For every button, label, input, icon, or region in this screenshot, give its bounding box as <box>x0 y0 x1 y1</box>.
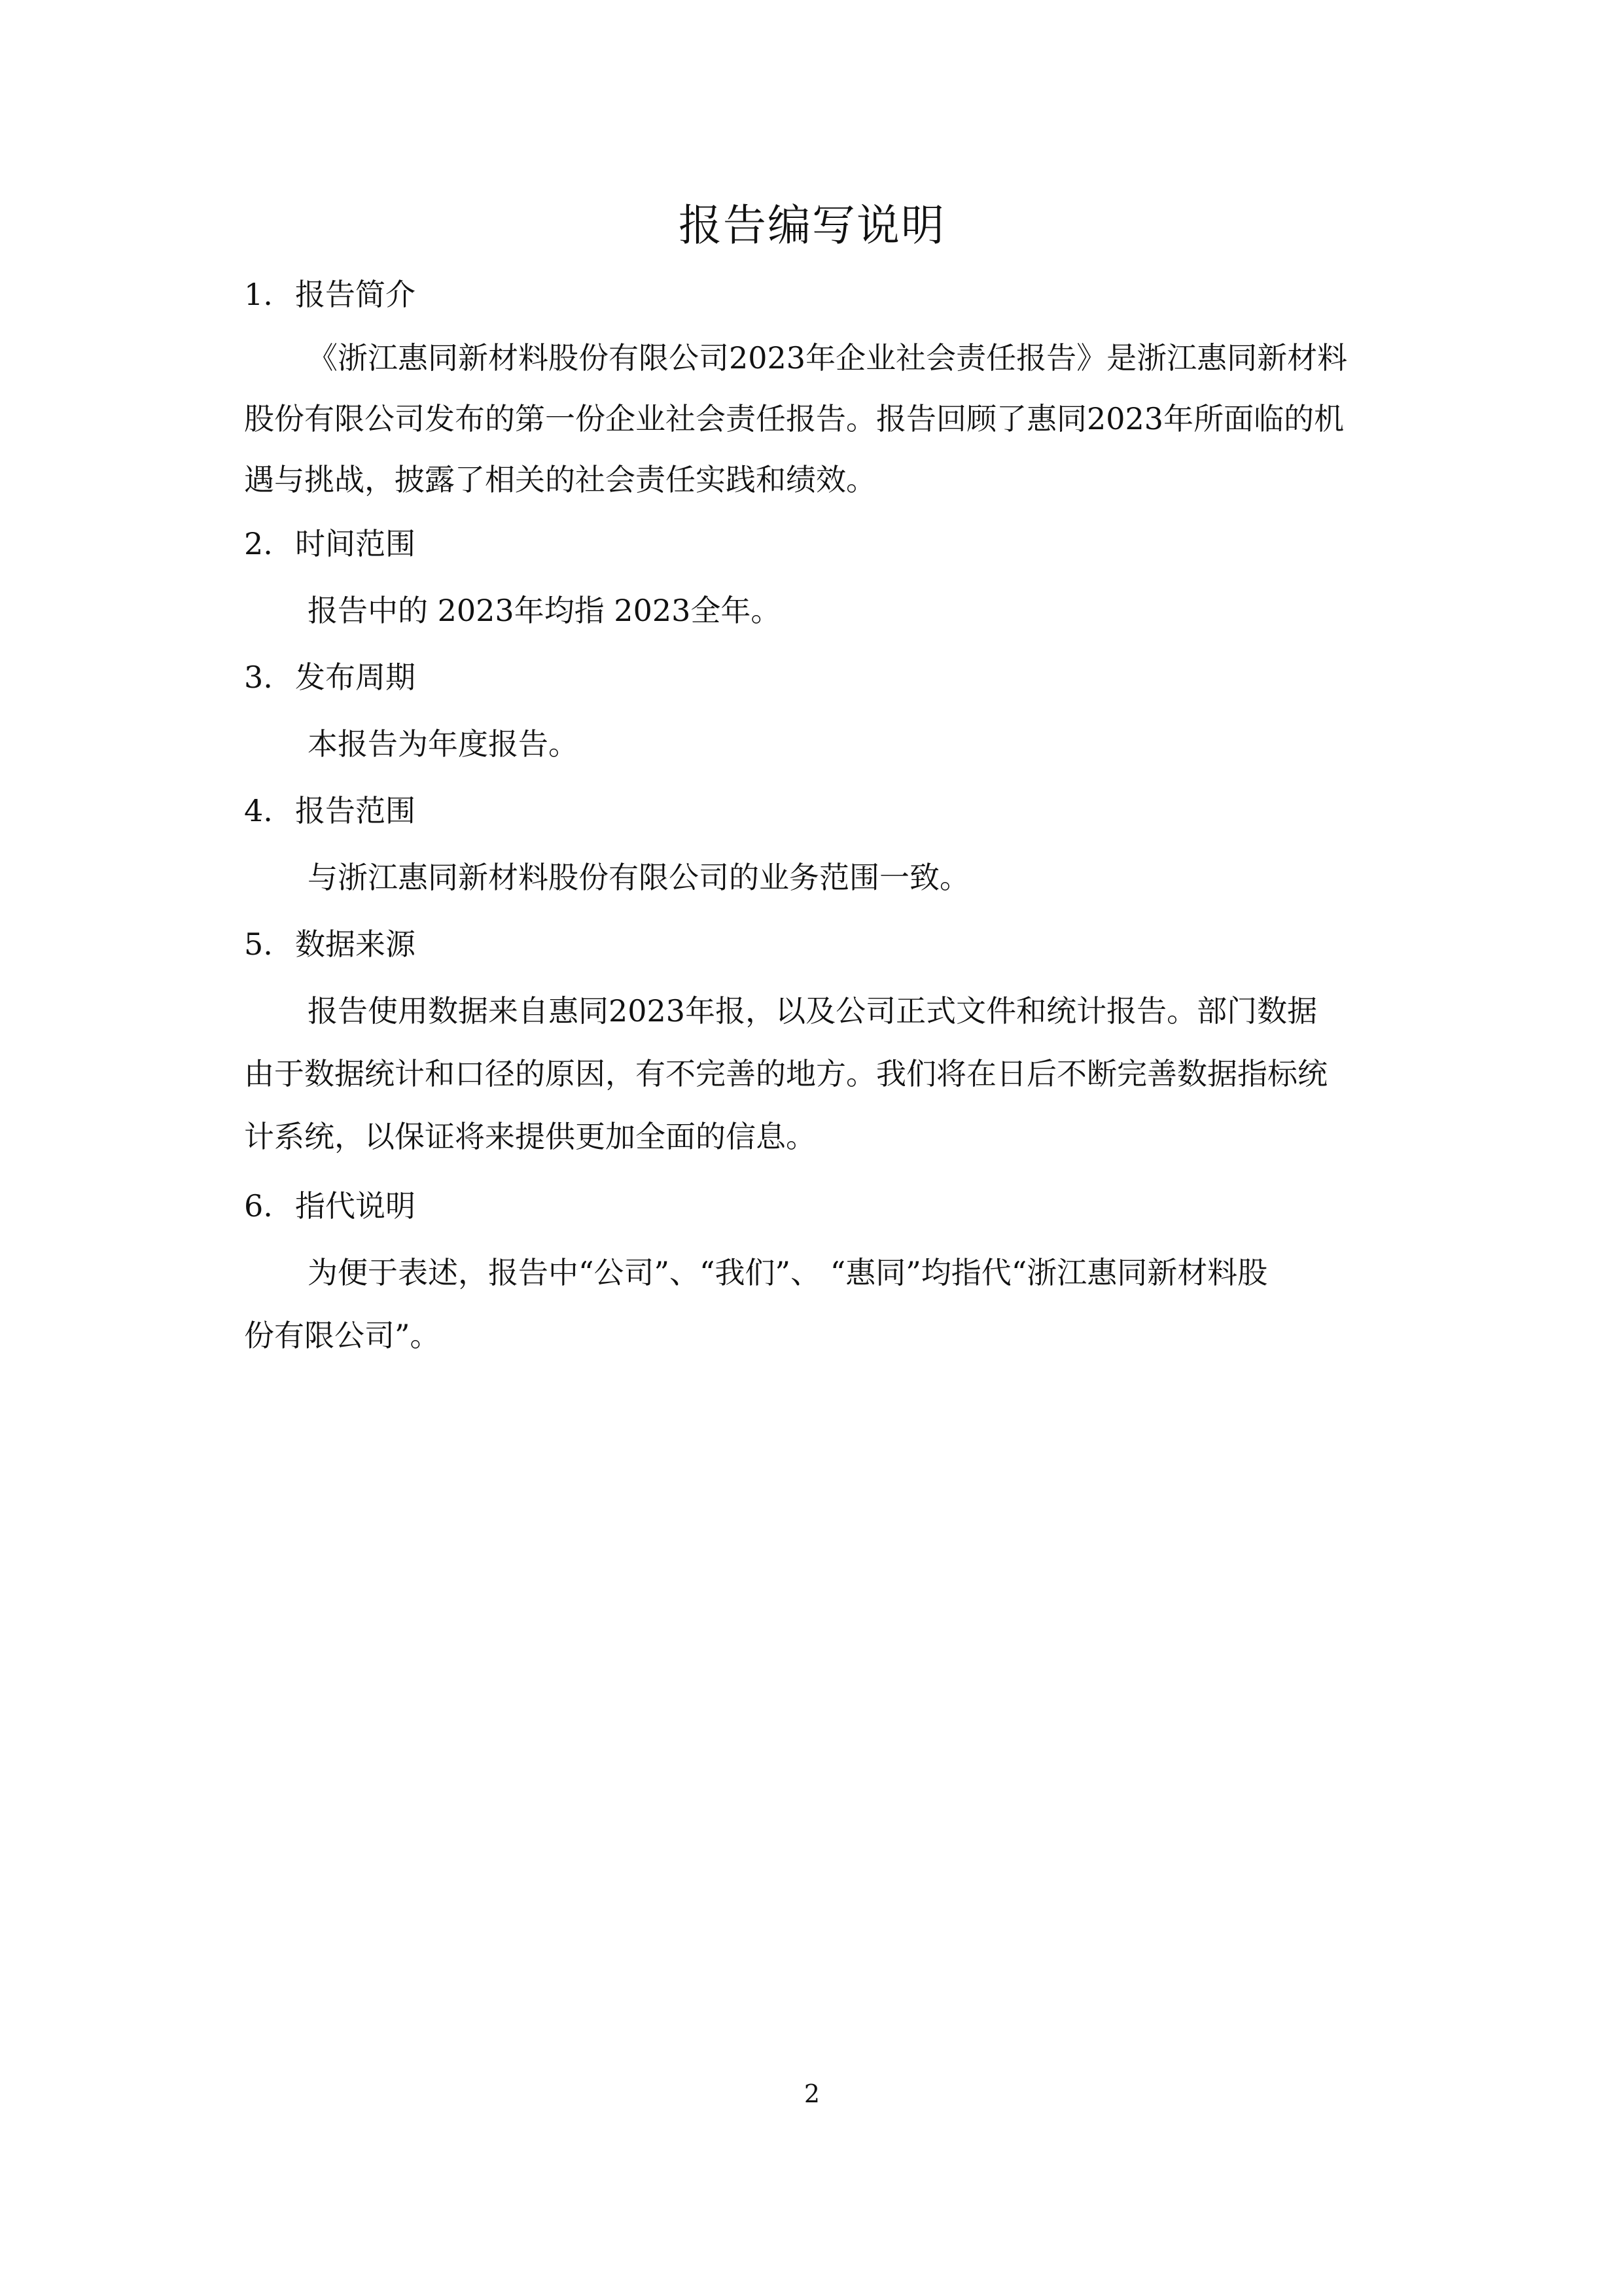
paragraph-line: 遇与挑战，披露了相关的社会责任实践和绩效。 <box>244 462 876 497</box>
section-title: 报告简介 <box>295 277 415 312</box>
section-number: 5. <box>244 927 273 962</box>
section-number: 2. <box>244 526 273 561</box>
paragraph-line: 报告使用数据来自惠同2023年报，以及公司正式文件和统计报告。部门数据 <box>308 993 1318 1029</box>
page-number: 2 <box>803 2079 821 2108</box>
section-heading-4 <box>244 788 415 834</box>
paragraph-line: 为便于表述，报告中“公司”、“我们”、 “惠同”均指代“浙江惠同新材料股 <box>308 1255 1268 1290</box>
section-number: 3. <box>244 660 273 695</box>
section-heading-6 <box>244 1183 415 1229</box>
section-heading-3 <box>244 654 415 700</box>
section-number: 4. <box>244 793 273 828</box>
paragraph-line: 份有限公司”。 <box>244 1318 440 1353</box>
paragraph-line: 报告中的 2023年均指 2023全年。 <box>308 593 781 628</box>
section-title: 发布周期 <box>295 660 415 695</box>
section-title: 数据来源 <box>295 927 415 962</box>
page-title: 报告编写说明 <box>679 200 945 251</box>
section-number: 1. <box>244 277 273 312</box>
section-title: 指代说明 <box>295 1188 415 1224</box>
section-title: 报告范围 <box>295 793 415 828</box>
paragraph-line: 《浙江惠同新材料股份有限公司2023年企业社会责任报告》是浙江惠同新材料 <box>308 340 1348 376</box>
paragraph-line: 本报告为年度报告。 <box>308 726 578 762</box>
paragraph-line: 由于数据统计和口径的原因，有不完善的地方。我们将在日后不断完善数据指标统 <box>244 1056 1328 1091</box>
section-number: 6. <box>244 1188 273 1224</box>
section-heading-1 <box>244 272 415 317</box>
paragraph-line: 计系统，以保证将来提供更加全面的信息。 <box>244 1119 816 1154</box>
paragraph-line: 与浙江惠同新材料股份有限公司的业务范围一致。 <box>308 860 970 895</box>
section-title: 时间范围 <box>295 526 415 561</box>
section-heading-5 <box>244 921 415 967</box>
section-heading-2 <box>244 521 415 567</box>
paragraph-line: 股份有限公司发布的第一份企业社会责任报告。报告回顾了惠同2023年所面临的机 <box>244 401 1345 436</box>
